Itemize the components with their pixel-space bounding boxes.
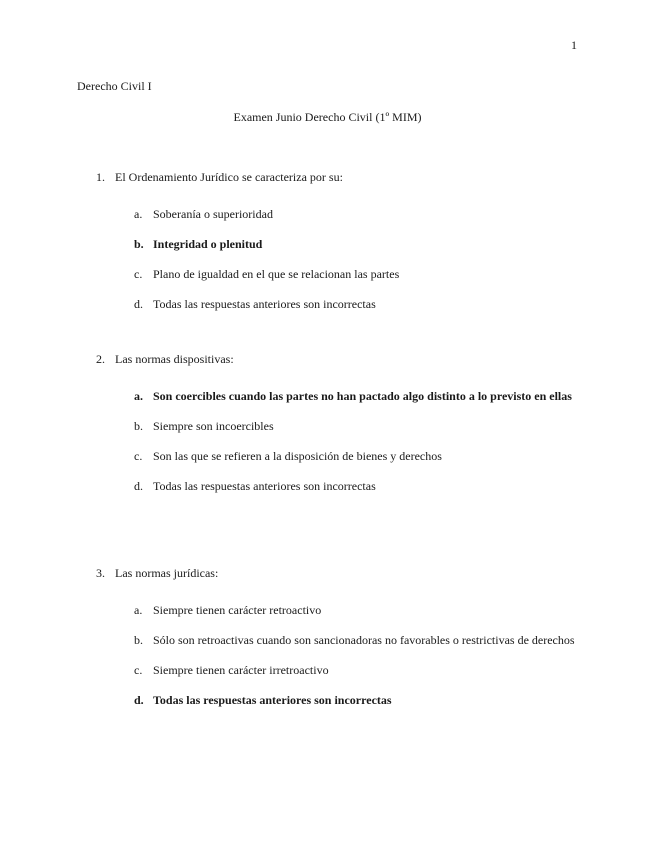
question-number: 3. bbox=[96, 566, 105, 580]
option-text: Siempre tienen carácter retroactivo bbox=[153, 603, 322, 617]
option-text: Siempre son incoercibles bbox=[153, 419, 274, 433]
option-text: Plano de igualdad en el que se relacionan las partes bbox=[153, 267, 400, 281]
page-number: 1 bbox=[571, 38, 577, 52]
option-text: Siempre tienen carácter irretroactivo bbox=[153, 663, 329, 677]
option-b-correct bbox=[134, 229, 580, 259]
option-a bbox=[134, 199, 580, 229]
option-letter: c. bbox=[134, 663, 143, 677]
option-a bbox=[134, 595, 580, 625]
option-letter: a. bbox=[134, 603, 143, 617]
question-text: Las normas jurídicas: bbox=[115, 566, 219, 580]
course-label: Derecho Civil I bbox=[77, 79, 152, 93]
option-d bbox=[134, 471, 580, 501]
question-2 bbox=[96, 351, 580, 501]
option-b bbox=[134, 625, 580, 655]
option-text: Todas las respuestas anteriores son incorrectas bbox=[153, 297, 376, 311]
question-number: 1. bbox=[96, 170, 105, 184]
question-stem bbox=[96, 565, 580, 595]
option-text: Todas las respuestas anteriores son incorrectas bbox=[153, 479, 376, 493]
option-text: Sólo son retroactivas cuando son sancionadoras no favorables o restrictivas de derechos bbox=[153, 633, 575, 647]
option-b bbox=[134, 411, 580, 441]
option-letter: d. bbox=[134, 693, 144, 707]
question-3 bbox=[96, 565, 580, 715]
options-list bbox=[134, 199, 580, 319]
option-d bbox=[134, 289, 580, 319]
option-letter: c. bbox=[134, 449, 143, 463]
option-d-correct bbox=[134, 685, 580, 715]
option-letter: b. bbox=[134, 237, 144, 251]
option-c bbox=[134, 655, 580, 685]
option-letter: a. bbox=[134, 389, 143, 403]
options-list bbox=[134, 595, 580, 715]
option-text: Soberanía o superioridad bbox=[153, 207, 273, 221]
option-letter: c. bbox=[134, 267, 143, 281]
option-text: Son las que se refieren a la disposición de bienes y derechos bbox=[153, 449, 442, 463]
exam-title: Examen Junio Derecho Civil (1º MIM) bbox=[233, 110, 422, 124]
question-stem bbox=[96, 351, 580, 381]
question-text: El Ordenamiento Jurídico se caracteriza por su: bbox=[115, 170, 343, 184]
options-list bbox=[134, 381, 580, 501]
question-number: 2. bbox=[96, 352, 105, 366]
option-c bbox=[134, 259, 580, 289]
option-a-correct bbox=[134, 381, 580, 411]
option-letter: a. bbox=[134, 207, 143, 221]
option-letter: b. bbox=[134, 633, 143, 647]
option-letter: d. bbox=[134, 297, 143, 311]
option-letter: d. bbox=[134, 479, 143, 493]
option-c bbox=[134, 441, 580, 471]
option-text: Integridad o plenitud bbox=[153, 237, 263, 251]
option-text: Son coercibles cuando las partes no han pactado algo distinto a lo previsto en ellas bbox=[153, 389, 572, 403]
question-1 bbox=[96, 169, 580, 319]
question-stem bbox=[96, 169, 580, 199]
question-text: Las normas dispositivas: bbox=[115, 352, 234, 366]
option-letter: b. bbox=[134, 419, 143, 433]
option-text: Todas las respuestas anteriores son incorrectas bbox=[153, 693, 392, 707]
